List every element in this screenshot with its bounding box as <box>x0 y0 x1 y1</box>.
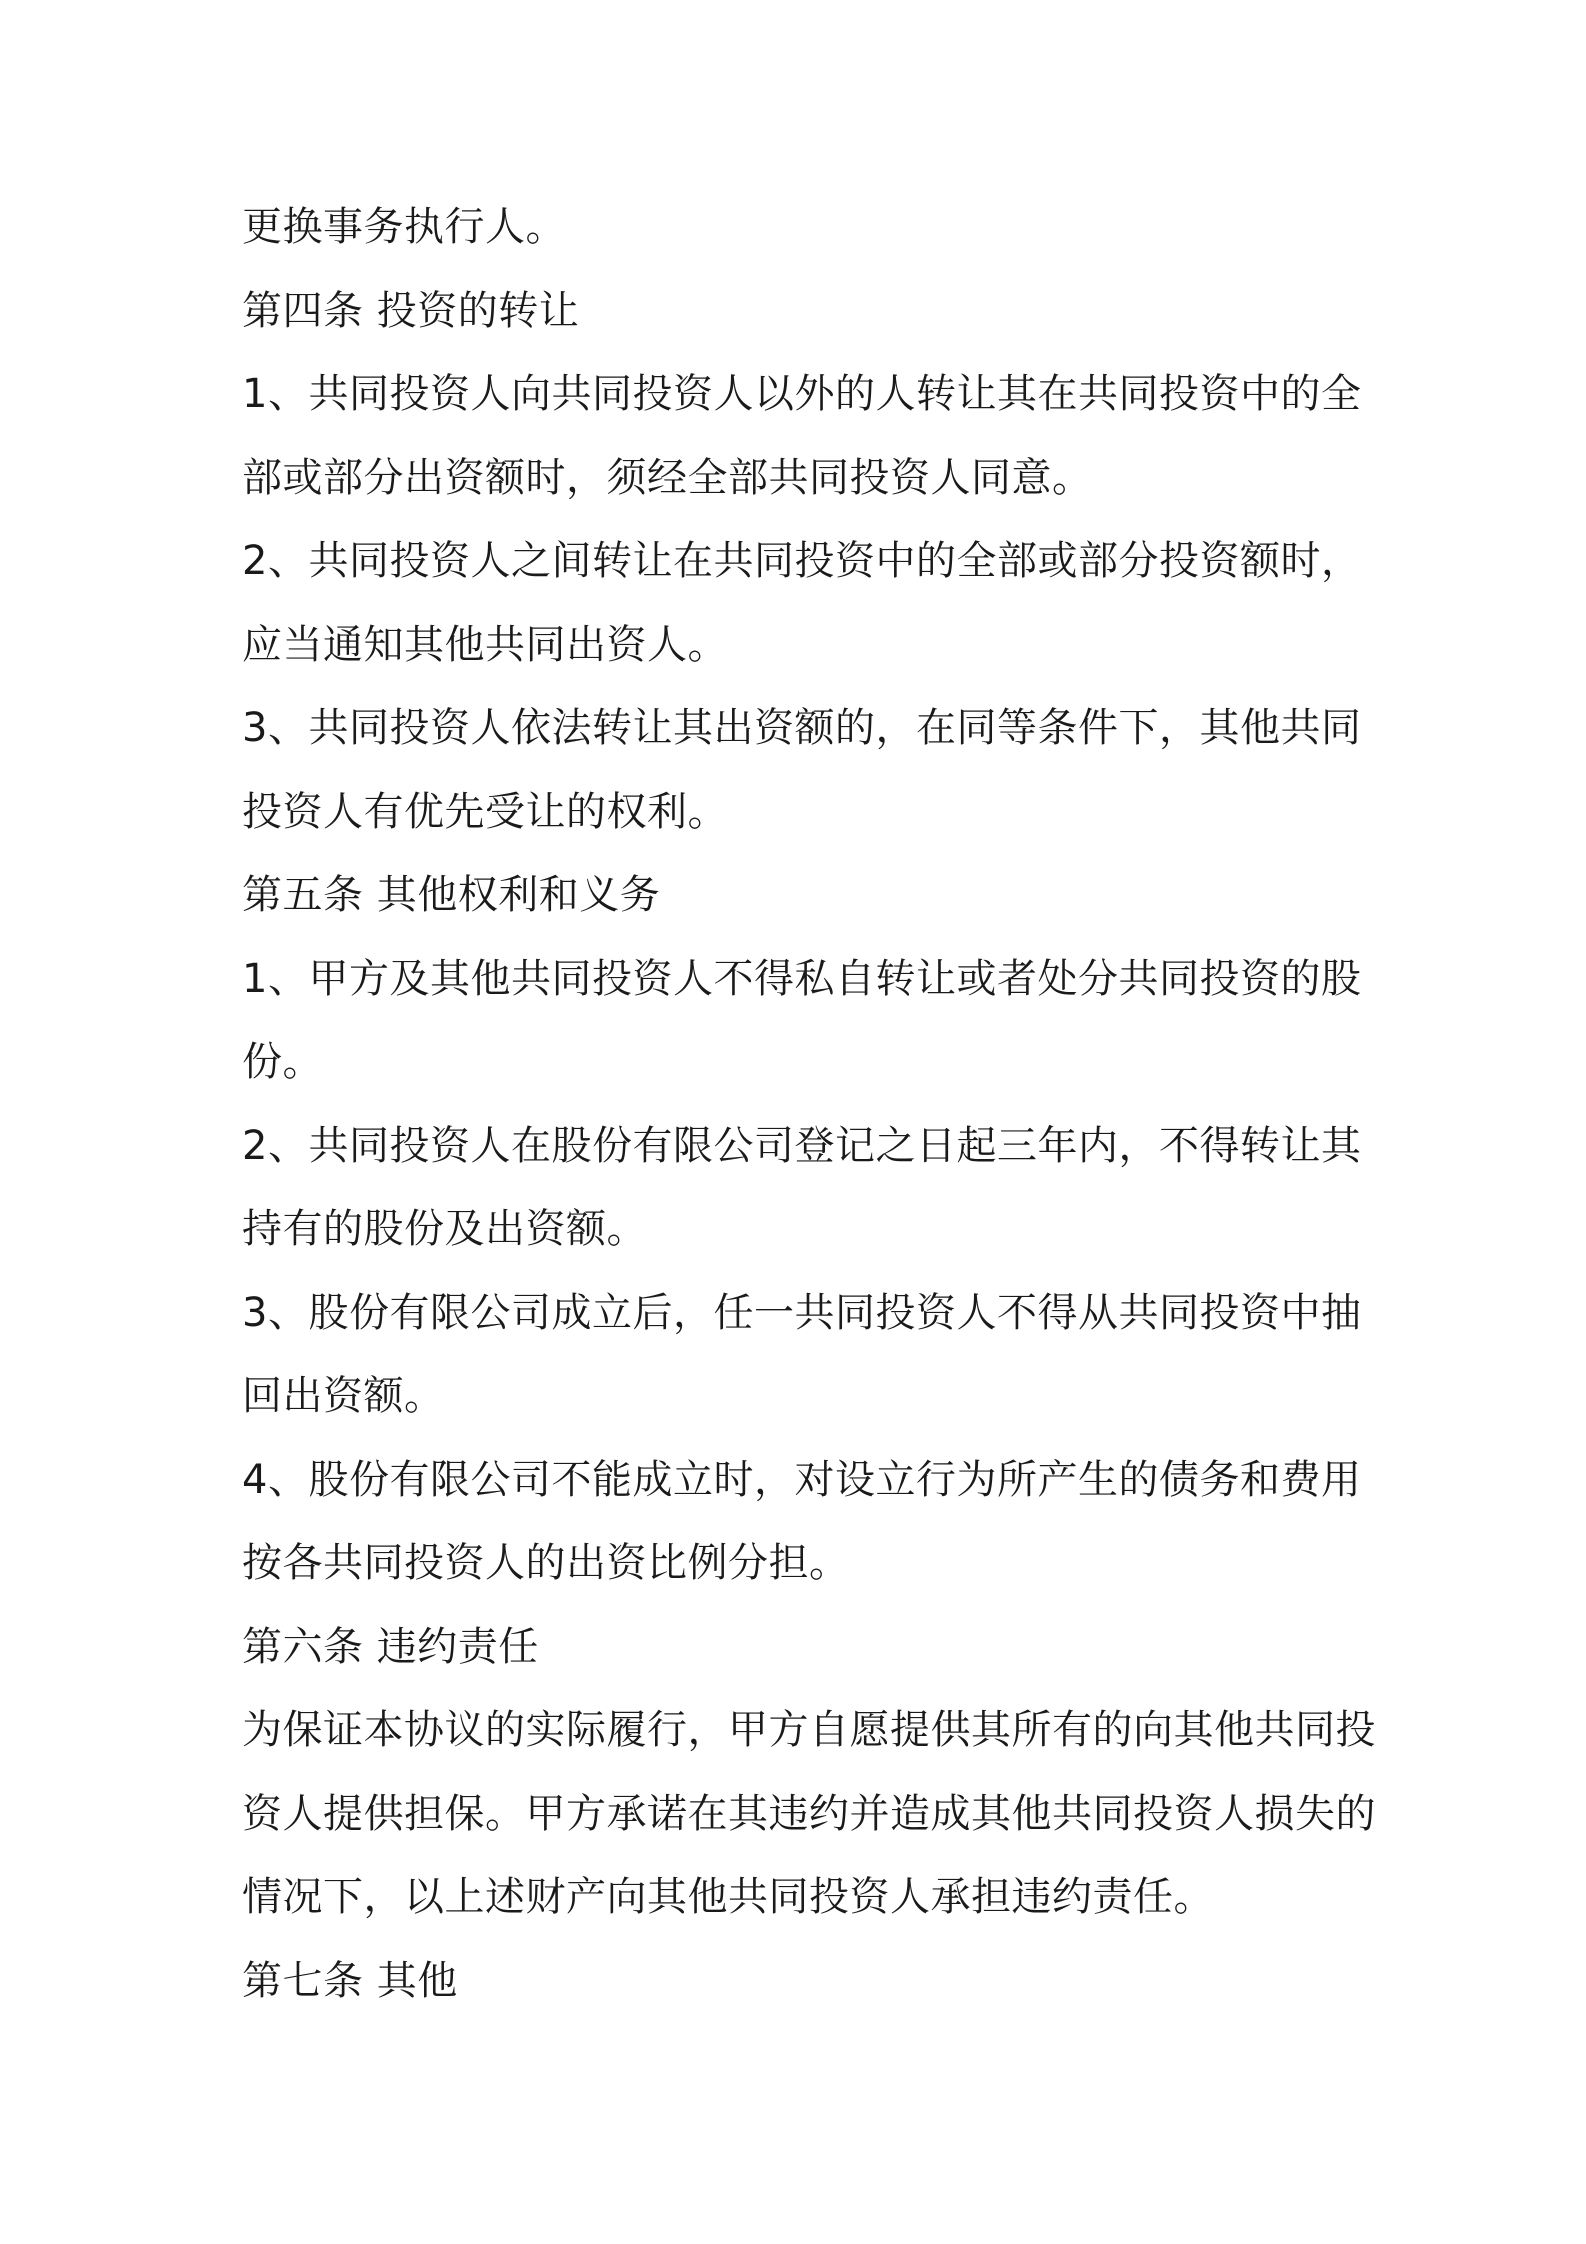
text-line: 回出资额。 <box>242 1373 445 1419</box>
text-line: 为保证本协议的实际履行，甲方自愿提供其所有的向其他共同投 <box>242 1707 1376 1753</box>
text-line: 1、共同投资人向共同投资人以外的人转让其在共同投资中的全 <box>242 371 1362 417</box>
text-line: 更换事务执行人。 <box>242 204 566 250</box>
text-line: 情况下，以上述财产向其他共同投资人承担违约责任。 <box>242 1874 1214 1920</box>
section-heading: 第六条 违约责任 <box>242 1623 539 1670</box>
document-page <box>242 186 1376 2023</box>
text-line: 2、共同投资人之间转让在共同投资中的全部或部分投资额时， <box>242 538 1362 584</box>
text-line: 4、股份有限公司不能成立时，对设立行为所产生的债务和费用 <box>242 1456 1362 1503</box>
text-line: 3、股份有限公司成立后，任一共同投资人不得从共同投资中抽 <box>242 1289 1362 1336</box>
section-heading: 第七条 其他 <box>242 1957 458 2004</box>
text-line: 持有的股份及出资额。 <box>242 1206 647 1252</box>
text-line: 份。 <box>242 1039 323 1085</box>
text-line: 应当通知其他共同出资人。 <box>242 621 728 668</box>
text-line: 2、共同投资人在股份有限公司登记之日起三年内，不得转让其 <box>242 1122 1362 1169</box>
text-line: 3、共同投资人依法转让其出资额的，在同等条件下，其他共同 <box>242 705 1362 751</box>
text-line: 部或部分出资额时，须经全部共同投资人同意。 <box>242 454 1093 501</box>
text-line: 资人提供担保。甲方承诺在其违约并造成其他共同投资人损失的 <box>242 1790 1376 1837</box>
text-line: 按各共同投资人的出资比例分担。 <box>242 1540 850 1586</box>
section-heading: 第五条 其他权利和义务 <box>242 872 661 918</box>
section-heading: 第四条 投资的转让 <box>242 287 580 334</box>
text-line: 1、甲方及其他共同投资人不得私自转让或者处分共同投资的股 <box>242 955 1362 1002</box>
text-line: 投资人有优先受让的权利。 <box>242 788 728 835</box>
